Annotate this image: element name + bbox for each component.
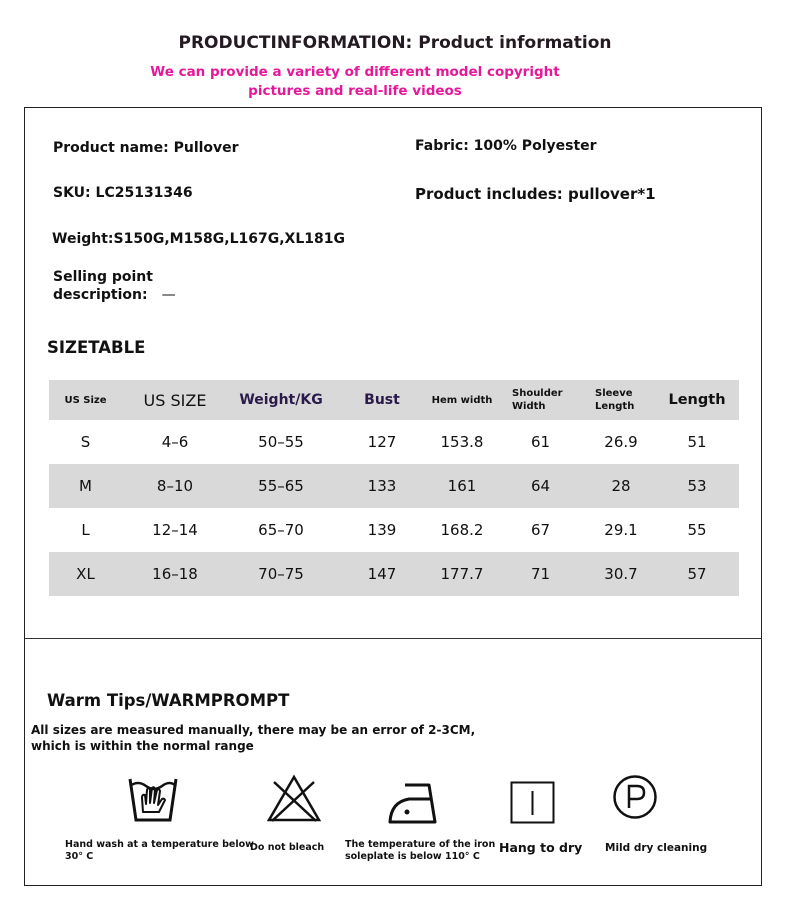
cell: 8–10 (156, 477, 194, 495)
copyright-note-line1: We can provide a variety of different model copyright (150, 64, 560, 80)
table-row (49, 420, 739, 464)
size-table-header-row (49, 380, 739, 420)
selling-point-label: description: (53, 287, 148, 303)
table-row (49, 464, 739, 508)
header-length: Length (655, 380, 739, 420)
size-table (49, 380, 739, 596)
selling-point-line2 (53, 286, 176, 304)
copyright-note-line2: pictures and real-life videos (248, 83, 462, 99)
cell: 50–55 (258, 433, 304, 451)
selling-point (53, 268, 176, 304)
header-us-size-range: US SIZE (122, 380, 228, 420)
cell: L (81, 521, 90, 539)
cell: 30.7 (604, 565, 638, 583)
cell: 139 (367, 521, 397, 539)
cell: 65–70 (258, 521, 304, 539)
cell: 12–14 (152, 521, 198, 539)
cell: 28 (611, 477, 631, 495)
cell: 26.9 (604, 433, 638, 451)
cell: 71 (530, 565, 551, 583)
page-title: PRODUCTINFORMATION: Product information (178, 33, 612, 53)
hang-dry-label: Hang to dry (499, 840, 583, 855)
cell: 55–65 (258, 477, 304, 495)
cell: 64 (530, 477, 551, 495)
warm-tips-line2: which is within the normal range (31, 739, 254, 753)
table-row (49, 508, 739, 552)
hand-wash-icon (128, 774, 178, 824)
iron-label-line2: soleplate is below 110° C (345, 851, 480, 862)
cell: 177.7 (440, 565, 484, 583)
cell: 127 (367, 433, 397, 451)
cell: XL (76, 565, 95, 583)
hand-wash-label-line1: Hand wash at a temperature below (65, 839, 254, 850)
cell: M (79, 477, 92, 495)
header-bust: Bust (334, 380, 430, 420)
hang-dry-icon (510, 781, 555, 824)
selling-point-line1: Selling point (53, 269, 153, 285)
header-hem-width: Hem width (430, 380, 494, 420)
product-includes: Product includes: pullover*1 (415, 185, 656, 203)
cell: S (80, 433, 91, 451)
iron-icon (387, 780, 443, 826)
iron-label-line1: The temperature of the iron (345, 839, 496, 850)
warm-tips-heading: Warm Tips/WARMPROMPT (47, 691, 290, 710)
cell: 55 (687, 521, 707, 539)
cell: 67 (530, 521, 551, 539)
cell: 16–18 (152, 565, 198, 583)
fabric: Fabric: 100% Polyester (415, 138, 597, 154)
warm-tips-text (31, 722, 475, 754)
cell: 147 (367, 565, 397, 583)
weight-info: Weight:S150G,M158G,L167G,XL181G (52, 231, 345, 247)
do-not-bleach-icon (266, 774, 322, 824)
section-divider (25, 638, 762, 639)
product-name: Product name: Pullover (53, 140, 239, 156)
cell: 4–6 (161, 433, 189, 451)
sku: SKU: LC25131346 (53, 185, 193, 201)
warm-tips-line1: All sizes are measured manually, there may be an error of 2-3CM, (31, 723, 476, 737)
cell: 133 (367, 477, 397, 495)
cell: 29.1 (604, 521, 638, 539)
selling-point-value: — (161, 287, 176, 303)
cell: 153.8 (440, 433, 484, 451)
cell: 57 (687, 565, 707, 583)
hand-wash-label (65, 839, 254, 863)
dry-clean-label: Mild dry cleaning (605, 842, 708, 854)
hand-wash-label-line2: 30° C (65, 851, 94, 862)
cell: 51 (687, 433, 707, 451)
do-not-bleach-label: Do not bleach (250, 842, 325, 853)
header-us-size: US Size (49, 380, 122, 420)
size-table-heading: SIZETABLE (47, 338, 146, 357)
cell: 161 (447, 477, 477, 495)
header-sleeve-length: Sleeve Length (587, 380, 655, 420)
iron-label (345, 839, 495, 863)
cell: 70–75 (258, 565, 304, 583)
cell: 61 (530, 433, 551, 451)
copyright-note (150, 63, 560, 101)
cell: 53 (687, 477, 707, 495)
cell: 168.2 (440, 521, 484, 539)
header-weight: Weight/KG (228, 380, 334, 420)
table-row (49, 552, 739, 596)
dry-clean-icon (612, 774, 658, 820)
header-shoulder-width: Shoulder Width (494, 380, 587, 420)
